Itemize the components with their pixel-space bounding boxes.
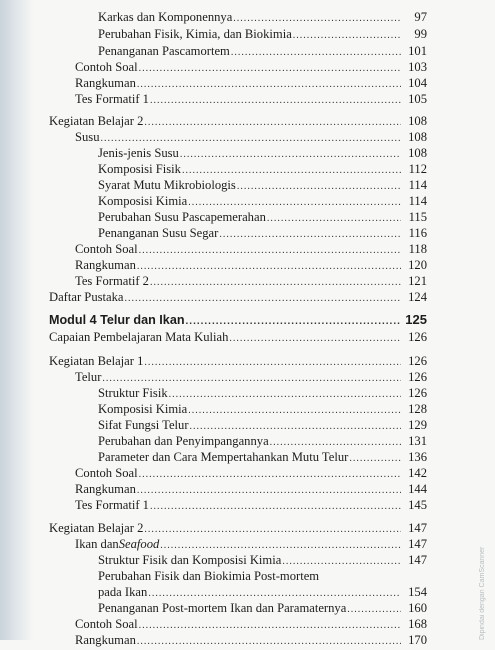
toc-page-number: 129 — [408, 418, 427, 432]
toc-entry[interactable] — [98, 600, 427, 616]
toc-entry-title: Komposisi Fisik — [98, 162, 181, 176]
toc-entry[interactable] — [75, 75, 427, 91]
toc-entry-title: Contoh Soal — [75, 466, 138, 480]
toc-entry[interactable] — [98, 161, 427, 177]
toc-page-number: 108 — [408, 130, 427, 144]
toc-leader-dots — [233, 11, 401, 27]
toc-page-number: 118 — [408, 242, 427, 256]
toc-entry-title: Sifat Fungsi Telur — [98, 418, 189, 432]
toc-page-number: 147 — [408, 537, 427, 551]
toc-page-number: 136 — [408, 450, 427, 464]
toc-entry[interactable] — [75, 369, 427, 385]
toc-page-number: 112 — [408, 162, 427, 176]
toc-page-number: 108 — [408, 114, 427, 128]
toc-leader-dots — [150, 93, 401, 109]
toc-entry[interactable] — [98, 225, 427, 241]
toc-entry[interactable] — [75, 91, 427, 107]
toc-entry-title: Kegiatan Belajar 1 — [49, 354, 144, 368]
toc-page-number: 99 — [414, 27, 427, 41]
toc-entry[interactable] — [98, 193, 427, 209]
toc-entry-title: Penanganan Susu Segar — [98, 226, 219, 240]
toc-page-number: 101 — [408, 44, 427, 58]
toc-page-number: 103 — [408, 60, 427, 74]
toc-page-number: 154 — [408, 585, 427, 599]
toc-entry-title: Penanganan Post-mortem Ikan dan Paramaternya — [98, 601, 347, 615]
toc-entry[interactable] — [49, 289, 427, 305]
toc-entry-title: Tes Formatif 2 — [75, 274, 149, 288]
toc-page-number: 116 — [408, 226, 427, 240]
toc-entry[interactable] — [75, 257, 427, 273]
toc-entry-title: Rangkuman — [75, 76, 136, 90]
toc-entry-title: Contoh Soal — [75, 617, 138, 631]
toc-entry-title: Komposisi Kimia — [98, 194, 188, 208]
toc-page-number: 114 — [408, 194, 427, 208]
toc-entry-title: Contoh Soal — [75, 242, 138, 256]
toc-entry[interactable] — [75, 241, 427, 257]
toc-entry[interactable] — [75, 536, 427, 552]
toc-entry-title: Perubahan Susu Pascapemerahan — [98, 210, 266, 224]
toc-entry[interactable] — [98, 26, 427, 42]
toc-entry[interactable] — [98, 552, 427, 568]
toc-entry-title: Penanganan Pascamortem — [98, 44, 230, 58]
toc-entry-title: Perubahan Fisik, Kimia, dan Biokimia — [98, 27, 292, 41]
toc-page-number: 131 — [408, 434, 427, 448]
toc-entry[interactable] — [98, 449, 427, 465]
toc-entry-title: Rangkuman — [75, 633, 136, 647]
toc-page-number: 105 — [408, 92, 427, 106]
toc-entry-title: Perubahan Fisik dan Biokimia Post-mortem — [98, 569, 320, 583]
toc-page-number: 121 — [408, 274, 427, 288]
toc-leader-dots — [293, 28, 401, 44]
toc-entry[interactable] — [98, 9, 427, 25]
toc-page-number: 124 — [408, 290, 427, 304]
toc-entry-title: Tes Formatif 1 — [75, 498, 149, 512]
toc-entry[interactable] — [49, 312, 427, 328]
toc-entry[interactable] — [49, 329, 427, 345]
toc-entry[interactable] — [49, 353, 427, 369]
toc-entry-title: Perubahan dan Penyimpangannya — [98, 434, 269, 448]
toc-entry[interactable] — [98, 433, 427, 449]
toc-page-number: 126 — [408, 370, 427, 384]
toc-entry[interactable] — [98, 584, 427, 600]
toc-page-number: 168 — [408, 617, 427, 631]
toc-entry-title: Kegiatan Belajar 2 — [49, 521, 144, 535]
toc-entry[interactable] — [98, 568, 427, 584]
toc-entry[interactable] — [98, 177, 427, 193]
toc-entry-title: Karkas dan Komponennya — [98, 10, 233, 24]
toc-leader-dots — [186, 314, 401, 330]
toc-entry-title: Struktur Fisik dan Komposisi Kimia — [98, 553, 282, 567]
toc-entry-title: Kegiatan Belajar 2 — [49, 114, 144, 128]
toc-entry[interactable] — [49, 520, 427, 536]
toc-leader-dots — [137, 634, 401, 650]
toc-entry[interactable] — [98, 417, 427, 433]
toc-entry-title-italic: Seafood — [118, 537, 160, 551]
toc-entry[interactable] — [75, 273, 427, 289]
toc-entry-title: Daftar Pustaka — [49, 290, 124, 304]
toc-page-number: 128 — [408, 402, 427, 416]
toc-entry[interactable] — [75, 129, 427, 145]
toc-page-number: 170 — [408, 633, 427, 647]
toc-entry-title: Jenis-jenis Susu — [98, 146, 179, 160]
toc-page-number: 160 — [408, 601, 427, 615]
toc-page-number: 120 — [408, 258, 427, 272]
toc-entry[interactable] — [98, 401, 427, 417]
toc-entry-title: Rangkuman — [75, 482, 136, 496]
toc-entry-title: Telur — [75, 370, 102, 384]
toc-page-number: 144 — [408, 482, 427, 496]
toc-entry-title: Komposisi Kimia — [98, 402, 188, 416]
toc-entry[interactable] — [75, 632, 427, 648]
toc-page-number: 114 — [408, 178, 427, 192]
toc-entry[interactable] — [98, 209, 427, 225]
toc-page-number: 108 — [408, 146, 427, 160]
toc-entry-title: Struktur Fisik — [98, 386, 168, 400]
toc-page-number: 126 — [408, 330, 427, 344]
toc-entry-title: Tes Formatif 1 — [75, 92, 149, 106]
toc-entry[interactable] — [75, 59, 427, 75]
toc-leader-dots — [229, 331, 401, 347]
toc-page-number: 115 — [408, 210, 427, 224]
toc-entry[interactable] — [75, 481, 427, 497]
toc-entry-title: Contoh Soal — [75, 60, 138, 74]
toc-page-number: 125 — [405, 312, 427, 327]
toc-page-number: 147 — [408, 553, 427, 567]
toc-entry-title: Ikan dan — [75, 537, 119, 551]
toc-entry-title: Modul 4 Telur dan Ikan — [49, 313, 185, 327]
toc-entry[interactable] — [98, 385, 427, 401]
toc-leader-dots — [150, 499, 401, 515]
toc-entry-title: Capaian Pembelajaran Mata Kuliah — [49, 330, 229, 344]
toc-page-number: 97 — [414, 10, 427, 24]
toc-leader-dots — [125, 291, 402, 307]
toc-page-number: 142 — [408, 466, 427, 480]
toc-entry[interactable] — [49, 113, 427, 129]
toc-entry[interactable] — [75, 497, 427, 513]
toc-entry-title: Parameter dan Cara Mempertahankan Mutu Telur — [98, 450, 349, 464]
toc-entry-title: Rangkuman — [75, 258, 136, 272]
toc-page-number: 126 — [408, 386, 427, 400]
toc-entry-title: Syarat Mutu Mikrobiologis — [98, 178, 236, 192]
toc-entry-title: pada Ikan — [98, 585, 148, 599]
toc-page-number: 126 — [408, 354, 427, 368]
toc-entry[interactable] — [75, 616, 427, 632]
toc-page-number: 147 — [408, 521, 427, 535]
toc-page-number: 145 — [408, 498, 427, 512]
toc-page-number: 104 — [408, 76, 427, 90]
toc-entry[interactable] — [75, 465, 427, 481]
scanner-watermark: Dipindai dengan CamScanner — [479, 546, 486, 640]
toc-entry-title: Susu — [75, 130, 100, 144]
toc-entry[interactable] — [98, 145, 427, 161]
toc-entry[interactable] — [98, 43, 427, 59]
